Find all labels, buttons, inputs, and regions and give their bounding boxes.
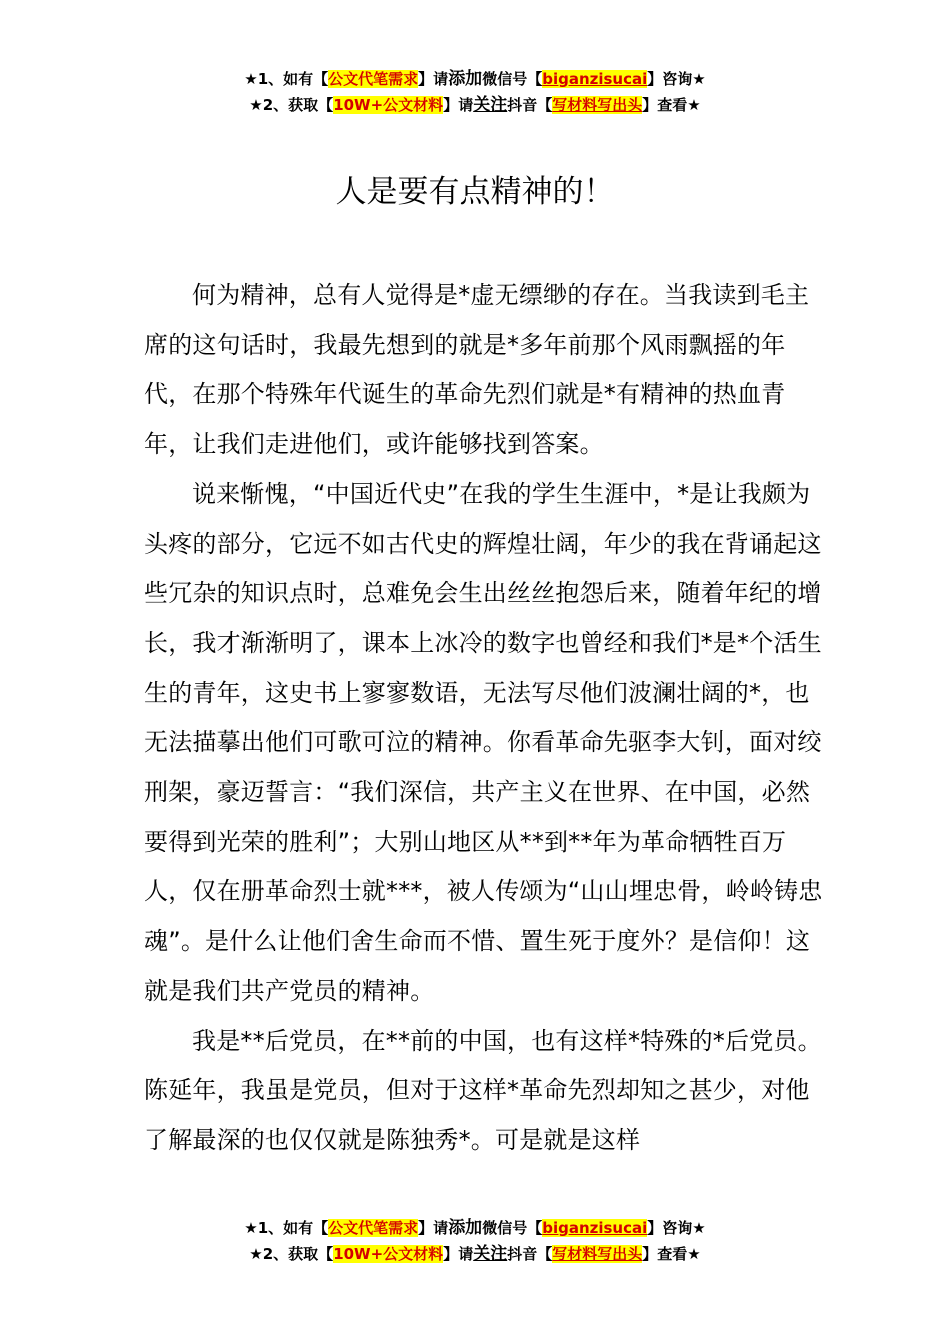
promo-line-1: ★1、如有【公文代笔需求】请添加微信号【biganzisucai】咨询★: [244, 1218, 706, 1238]
footer-promo-banner: [0, 1215, 950, 1267]
douyin-account: 写材料写出头: [552, 96, 643, 114]
document-title: 人是要有点精神的！: [335, 174, 615, 210]
paragraph-2: 说来惭愧，“中国近代史”在我的学生生涯中，*是让我颇为头疼的部分，它远不如古代史的辉煌壮阔，年少的我在背诵起这些冗杂的知识点时，总难免会生出丝丝抱怨后来，随着年纪的增长，我才渐渐明了，课本上冰冷的数字也曾经和我们*是*个活生生的青年，这史书上寥寥数语，无法写尽他们波澜壮阔的*，也无法描摹出他们可歌可泣的精神。你看革命先驱李大钊，面对绞刑架，豪迈誓言：“我们深信，共产主义在世界、在中国，必然要得到光荣的胜利”；大别山地区从**到**年为革命牺牲百万人，仅在册革命烈士就***，被人传颂为“山山埋忠骨，岭岭铸忠魂”。是什么让他们舍生命而不惜、置生死于度外？是信仰！这就是我们共产党员的精神。: [144, 479, 823, 1005]
header-promo-banner: [0, 66, 950, 118]
promo-highlight: 10W+公文材料: [333, 1245, 444, 1263]
promo-highlight: 公文代笔需求: [328, 1219, 419, 1237]
paragraph-1: 何为精神，总有人觉得是*虚无缥缈的存在。当我读到毛主席的这句话时，我最先想到的就是*多年前那个风雨飘摇的年代，在那个特殊年代诞生的革命先烈们就是*有精神的热血青年，让我们走进他们，或许能够找到答案。: [144, 281, 810, 459]
wechat-id: biganzisucai: [542, 1219, 648, 1237]
promo-line-2: ★2、获取【10W+公文材料】请关注抖音【写材料写出头】查看★: [249, 1244, 701, 1264]
promo-line-2: ★2、获取【10W+公文材料】请关注抖音【写材料写出头】查看★: [249, 95, 701, 115]
paragraph-3: 我是**后党员，在**前的中国，也有这样*特殊的*后党员。陈延年，我虽是党员，但对于这样*革命先烈却知之甚少，对他了解最深的也仅仅就是陈独秀*。可是就是这样: [144, 1026, 822, 1154]
promo-highlight: 10W+公文材料: [333, 96, 444, 114]
wechat-id: biganzisucai: [542, 70, 648, 88]
promo-highlight: 公文代笔需求: [328, 70, 419, 88]
document-body: [144, 271, 830, 1166]
douyin-account: 写材料写出头: [552, 1245, 643, 1263]
promo-line-1: ★1、如有【公文代笔需求】请添加微信号【biganzisucai】咨询★: [244, 69, 706, 89]
